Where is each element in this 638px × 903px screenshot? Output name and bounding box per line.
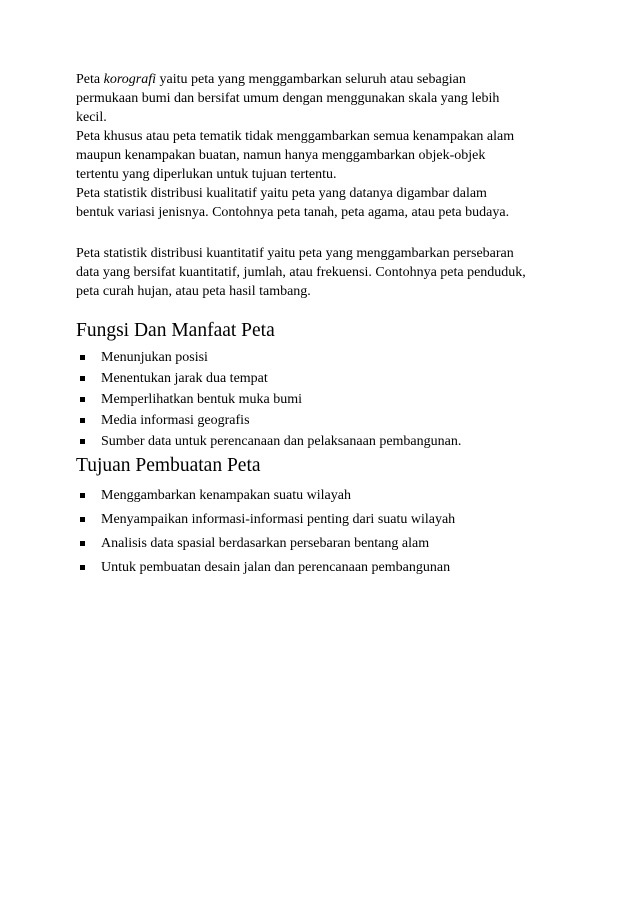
list-item <box>76 368 576 389</box>
document-content <box>76 70 576 580</box>
list-item <box>76 389 576 410</box>
list-item <box>76 347 576 368</box>
text-line: kecil. <box>76 110 107 125</box>
list-fungsi <box>76 347 576 452</box>
text-span: yaitu peta yang menggambarkan seluruh atau sebagian <box>155 72 466 87</box>
text-line: Peta statistik distribusi kuantitatif yaitu peta yang menggambarkan persebaran <box>76 246 514 261</box>
bullet-icon <box>80 565 85 570</box>
text-line: permukaan bumi dan bersifat umum dengan menggunakan skala yang lebih <box>76 91 500 106</box>
paragraph-kuantitatif <box>76 244 576 301</box>
list-item <box>76 532 576 556</box>
text-line: maupun kenampakan buatan, namun hanya menggambarkan objek-objek <box>76 148 486 163</box>
paragraph-peta-types <box>76 70 576 222</box>
text-line: data yang bersifat kuantitatif, jumlah, atau frekuensi. Contohnya peta penduduk, <box>76 265 526 280</box>
list-item-text: Media informasi geografis <box>101 413 250 428</box>
list-item-text: Menentukan jarak dua tempat <box>101 371 268 386</box>
italic-term: korografi <box>103 72 156 87</box>
spacer <box>76 222 576 244</box>
list-item-text: Menunjukan posisi <box>101 350 208 365</box>
heading-tujuan-pembuatan: Tujuan Pembuatan Peta <box>76 455 261 476</box>
bullet-icon <box>80 517 85 522</box>
list-item <box>76 410 576 431</box>
bullet-icon <box>80 355 85 360</box>
text-line: bentuk variasi jenisnya. Contohnya peta tanah, peta agama, atau peta budaya. <box>76 205 510 220</box>
list-item-text: Menggambarkan kenampakan suatu wilayah <box>101 488 351 503</box>
bullet-icon <box>80 418 85 423</box>
list-item <box>76 508 576 532</box>
list-item <box>76 431 576 452</box>
bullet-icon <box>80 439 85 444</box>
bullet-icon <box>80 397 85 402</box>
text-line: Peta khusus atau peta tematik tidak menggambarkan semua kenampakan alam <box>76 129 515 144</box>
heading-fungsi-manfaat: Fungsi Dan Manfaat Peta <box>76 320 275 341</box>
bullet-icon <box>80 376 85 381</box>
spacer <box>76 301 576 319</box>
text-line: tertentu yang diperlukan untuk tujuan tertentu. <box>76 167 337 182</box>
list-item <box>76 556 576 580</box>
text-line: peta curah hujan, atau peta hasil tambang. <box>76 284 311 299</box>
text-span: Peta <box>76 72 104 87</box>
list-item-text: Memperlihatkan bentuk muka bumi <box>101 392 303 407</box>
list-item-text: Untuk pembuatan desain jalan dan perencanaan pembangunan <box>101 560 451 575</box>
bullet-icon <box>80 493 85 498</box>
text-line <box>76 70 576 89</box>
bullet-icon <box>80 541 85 546</box>
list-item-text: Analisis data spasial berdasarkan persebaran bentang alam <box>101 536 430 551</box>
list-item-text: Sumber data untuk perencanaan dan pelaksanaan pembangunan. <box>101 434 462 449</box>
text-line: Peta statistik distribusi kualitatif yaitu peta yang datanya digambar dalam <box>76 186 487 201</box>
list-item-text: Menyampaikan informasi-informasi penting dari suatu wilayah <box>101 512 456 527</box>
list-item <box>76 484 576 508</box>
list-tujuan <box>76 484 576 580</box>
